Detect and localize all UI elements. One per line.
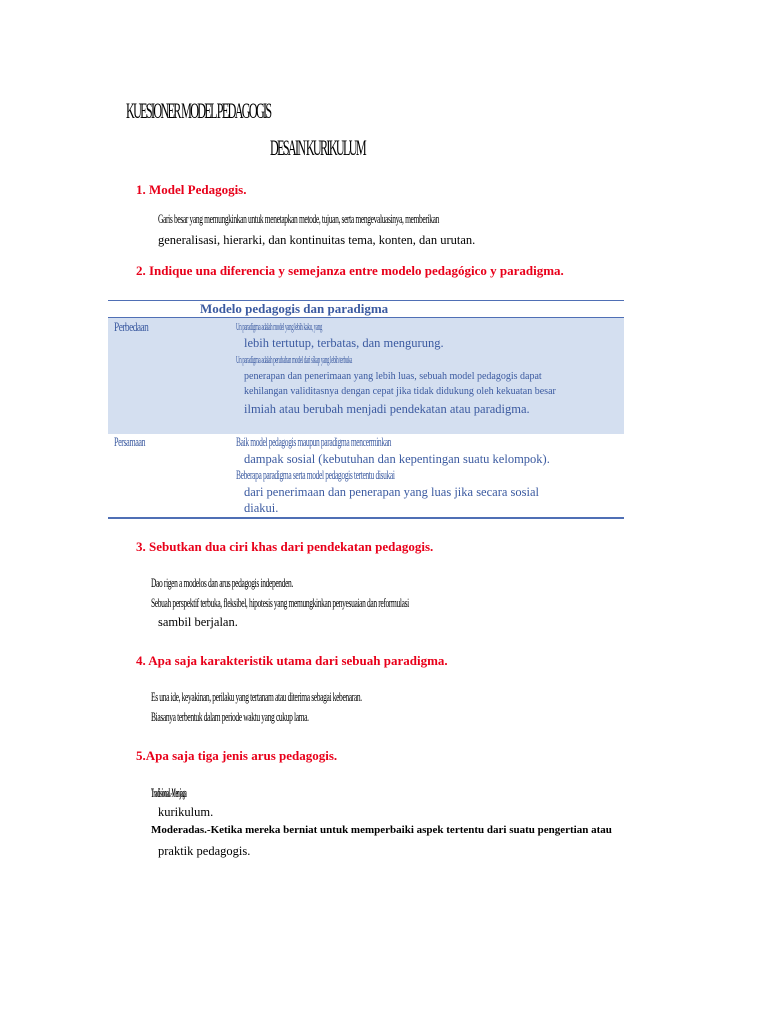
document-title: KUESIONER MODEL PEDAGOGIS (126, 98, 271, 123)
question-3-answer-2-line2: sambil berjalan. (158, 615, 238, 629)
differences-bullet1-line2: lebih tertutup, terbatas, dan mengurung. (244, 336, 444, 350)
similarities-bullet2-line1: Beberapa paradigma serta model pedagogis tertentu disukai (236, 468, 395, 482)
differences-bullet2-line2: penerapan dan penerimaan yang lebih luas, sebuah model pedagogis dapat (244, 371, 542, 382)
differences-bullet2-line3: kehilangan validitasnya dengan cepat jika tidak didukung oleh kekuatan besar (244, 386, 556, 397)
similarities-bullet2-line2: dari penerimaan dan penerapan yang luas jika secara sosial (244, 485, 540, 499)
question-4-answer-1: Es una ide, keyakinan, perilaku yang tertanam atau diterima sebagai kebenaran. (151, 690, 362, 704)
table-row-similarities-label: Persamaan (114, 435, 146, 449)
differences-bullet1-line1: Un paradigma adalah model yang lebih kaku, yang (236, 321, 323, 333)
table-bottom-rule (108, 517, 624, 519)
question-5-answer-1-line2: kurikulum. (158, 805, 214, 819)
question-5-answer-1-line1: Tradisional.-Menjaga (151, 786, 187, 800)
table-header: Modelo pedagogis dan paradigma (200, 301, 389, 316)
question-3-heading: 3. Sebutkan dua ciri khas dari pendekatan pedagogis. (136, 539, 434, 554)
question-4-heading: 4. Apa saja karakteristik utama dari sebuah paradigma. (136, 653, 448, 668)
document-subtitle: DESAIN KURIKULUM (270, 135, 365, 160)
similarities-bullet2-line3: diakui. (244, 501, 279, 515)
similarities-bullet1-line2: dampak sosial (kebutuhan dan kepentingan suatu kelompok). (244, 452, 550, 466)
question-5-answer-2-line1: Moderadas.-Ketika mereka berniat untuk memperbaiki aspek tertentu dari suatu pengertian atau (151, 824, 612, 836)
similarities-bullet1-line1: Baik model pedagogis maupun paradigma mencerminkan (236, 435, 392, 449)
differences-bullet2-line4: ilmiah atau berubah menjadi pendekatan atau paradigma. (244, 402, 530, 416)
question-1-answer-line1: Garis besar yang memungkinkan untuk menetapkan metode, tujuan, serta mengevaluasinya, memberikan (158, 212, 439, 226)
question-3-answer-1: Dao rigen a modelos dan arus pedagogis independen. (151, 576, 293, 590)
question-4-answer-2: Biasanya terbentuk dalam periode waktu yang cukup lama. (151, 710, 309, 724)
question-3-answer-2-line1: Sebuah perspektif terbuka, fleksibel, hipotesis yang memungkinkan penyesuaian dan reformulasi (151, 596, 409, 610)
question-2-heading: 2. Indique una diferencia y semejanza entre modelo pedagógico y paradigma. (136, 263, 564, 278)
question-1-heading: 1. Model Pedagogis. (136, 182, 247, 197)
question-5-heading: 5.Apa saja tiga jenis arus pedagogis. (136, 748, 338, 763)
table-row-differences-label: Perbedaan (114, 320, 149, 334)
question-5-answer-2-line2: praktik pedagogis. (158, 844, 251, 858)
differences-bullet2-line1: Un paradigma adalah perubahan model dari sikap yang lebih terbuka (236, 354, 353, 366)
question-1-answer-line2: generalisasi, hierarki, dan kontinuitas tema, konten, dan urutan. (158, 233, 476, 247)
